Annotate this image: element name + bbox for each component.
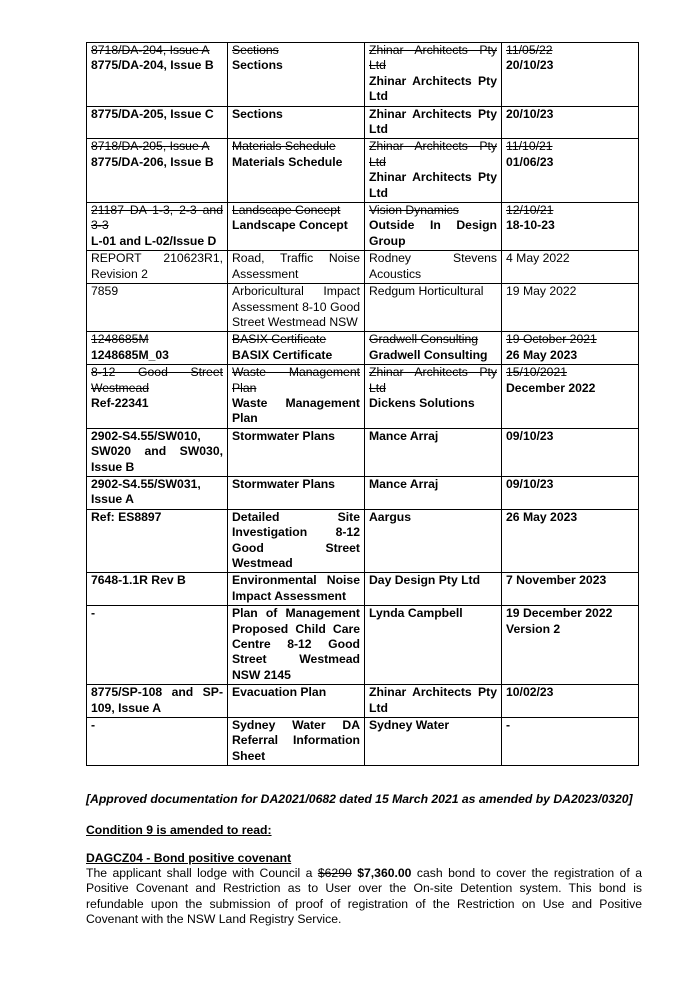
document-title-cell: [228, 106, 365, 139]
table-row: [87, 606, 639, 685]
superseded-entry: Gradwell Consulting: [369, 332, 479, 347]
cell-text: Redgum Horticultural: [369, 284, 484, 299]
date-cell: [502, 203, 639, 251]
document-title-cell: [228, 203, 365, 251]
document-ref-cell: [87, 284, 228, 332]
prepared-by-cell: [365, 606, 502, 685]
document-ref-cell: [87, 509, 228, 573]
cell-text: 20/10/23: [506, 58, 554, 73]
date-cell: [502, 43, 639, 107]
table-row: [87, 284, 639, 332]
cell-text: BASIX Certificate: [232, 347, 333, 362]
cell-text: Rodney Stevens Acoustics: [369, 251, 497, 281]
document-ref-cell: [87, 685, 228, 718]
cell-text: Evacuation Plan: [232, 685, 327, 700]
prepared-by-cell: [365, 428, 502, 476]
superseded-entry: 11/05/22: [506, 43, 553, 57]
condition-heading: Condition 9 is amended to read:: [86, 823, 272, 837]
date-cell: [502, 476, 639, 509]
superseded-entry: 12/10/21: [506, 203, 554, 218]
approved-documentation-note: [Approved documentation for DA2021/0682 dated 15 March 2021 as amended by DA2023/0320]: [86, 792, 633, 806]
date-cell: [502, 139, 639, 203]
superseded-entry: Landscape Concept: [232, 203, 341, 218]
covenant-text-after: cash bond to cover the registration of a Positive Covenant and Restriction as to User over the On-site Detention system. This bond is refundable upon the submission of proof of registration of the Restriction on Use and Positive Covenant with the NSW Land Registry Service.: [86, 866, 642, 927]
date-cell: [502, 332, 639, 365]
superseded-entry: Zhinar Architects Pty Ltd: [369, 365, 497, 395]
cell-text: Arboricultural Impact Assessment 8-10 Good Street Westmead NSW: [232, 284, 360, 329]
cell-text: 1248685M_03: [91, 347, 169, 362]
table-row: [87, 43, 639, 107]
table-row: [87, 365, 639, 429]
document-title-cell: [228, 332, 365, 365]
cell-text: Outside In Design Group: [369, 218, 497, 248]
documentation-table: [86, 42, 639, 766]
dagcz04-heading: DAGCZ04 - Bond positive covenant: [86, 851, 292, 865]
cell-text: 26 May 2023: [506, 347, 578, 362]
cell-text: Stormwater Plans: [232, 428, 335, 443]
date-cell: [502, 718, 639, 766]
cell-text: 09/10/23: [506, 476, 554, 491]
prepared-by-cell: [365, 251, 502, 284]
document-ref-cell: [87, 718, 228, 766]
table-row: [87, 139, 639, 203]
cell-text: L-01 and L-02/Issue D: [91, 233, 217, 248]
prepared-by-cell: [365, 139, 502, 203]
cell-text: 8775/DA-205, Issue C: [91, 106, 214, 121]
document-ref-cell: [87, 139, 228, 203]
cell-text: Zhinar Architects Pty Ltd: [369, 170, 497, 200]
old-bond-amount: $6290: [317, 866, 352, 880]
cell-text: Road, Traffic Noise Assessment: [232, 251, 360, 281]
superseded-entry: Waste Management Plan: [232, 365, 360, 395]
table-row: [87, 476, 639, 509]
superseded-entry: Materials Schedule: [232, 139, 336, 154]
superseded-entry: Vision Dynamics: [369, 203, 459, 218]
superseded-entry: 1248685M: [91, 332, 149, 347]
table-row: [87, 509, 639, 573]
cell-text: 7859: [91, 284, 119, 299]
document-ref-cell: [87, 365, 228, 429]
document-ref-cell: [87, 106, 228, 139]
prepared-by-cell: [365, 365, 502, 429]
cell-text: Mance Arraj: [369, 476, 439, 491]
document-title-cell: [228, 43, 365, 107]
document-title-cell: [228, 573, 365, 606]
prepared-by-cell: [365, 106, 502, 139]
superseded-entry: 11/10/21: [506, 139, 553, 154]
cell-text: Landscape Concept: [232, 218, 348, 233]
cell-text: 8775/DA-206, Issue B: [91, 154, 214, 169]
cell-text: 4 May 2022: [506, 251, 570, 266]
date-cell: [502, 685, 639, 718]
document-title-cell: [228, 606, 365, 685]
table-row: [87, 685, 639, 718]
prepared-by-cell: [365, 284, 502, 332]
table-row: [87, 718, 639, 766]
cell-text: 7648-1.1R Rev B: [91, 573, 186, 588]
prepared-by-cell: [365, 685, 502, 718]
superseded-entry: Sections: [232, 43, 279, 57]
date-cell: [502, 365, 639, 429]
cell-text: -: [506, 718, 511, 733]
cell-text: Detailed Site Investigation 8-12 Good Street Westmead: [232, 509, 360, 570]
superseded-entry: Zhinar Architects Pty Ltd: [369, 43, 497, 73]
cell-text: 19 May 2022: [506, 284, 577, 299]
document-title-cell: [228, 685, 365, 718]
date-cell: [502, 284, 639, 332]
table-row: [87, 251, 639, 284]
document-ref-cell: [87, 43, 228, 107]
superseded-entry: 8718/DA-204, Issue A: [91, 43, 210, 57]
cell-text: 10/02/23: [506, 685, 554, 700]
document-title-cell: [228, 139, 365, 203]
superseded-entry: 8718/DA-205, Issue A: [91, 139, 210, 154]
cell-text: 09/10/23: [506, 428, 554, 443]
table-row: [87, 203, 639, 251]
document-title-cell: [228, 251, 365, 284]
date-cell: [502, 428, 639, 476]
superseded-entry: 21187 DA 1-3, 2-3 and 3-3: [91, 203, 223, 233]
superseded-entry: Zhinar Architects Pty Ltd: [369, 139, 497, 169]
superseded-entry: BASIX Certificate: [232, 332, 327, 347]
cell-text: Sydney Water DA Referral Information Sheet: [232, 718, 360, 763]
prepared-by-cell: [365, 573, 502, 606]
cell-text: 7 November 2023: [506, 573, 607, 588]
cell-text: Ref: ES8897: [91, 509, 162, 524]
document-ref-cell: [87, 606, 228, 685]
cell-text: Gradwell Consulting: [369, 347, 488, 362]
table-row: [87, 332, 639, 365]
superseded-entry: 19 October 2021: [506, 332, 597, 347]
document-title-cell: [228, 365, 365, 429]
cell-text: Dickens Solutions: [369, 395, 475, 410]
cell-text: Zhinar Architects Pty Ltd: [369, 73, 497, 104]
superseded-entry: 8-12 Good Street Westmead: [91, 365, 223, 395]
prepared-by-cell: [365, 43, 502, 107]
cell-text: Environmental Noise Impact Assessment: [232, 573, 360, 603]
prepared-by-cell: [365, 476, 502, 509]
document-ref-cell: [87, 251, 228, 284]
document-ref-cell: [87, 332, 228, 365]
document-title-cell: [228, 284, 365, 332]
prepared-by-cell: [365, 203, 502, 251]
document-title-cell: [228, 476, 365, 509]
cell-text: 18-10-23: [506, 218, 555, 233]
cell-text: 2902-S4.55/SW010, SW020 and SW030, Issue B: [91, 428, 223, 474]
cell-text: Version 2: [506, 621, 561, 636]
prepared-by-cell: [365, 509, 502, 573]
date-cell: [502, 509, 639, 573]
date-cell: [502, 573, 639, 606]
documentation-table-body: [87, 43, 639, 766]
cell-text: REPORT 210623R1, Revision 2: [91, 251, 223, 281]
cell-text: Ref-22341: [91, 395, 149, 410]
document-title-cell: [228, 509, 365, 573]
superseded-entry: 15/10/2021: [506, 365, 567, 380]
cell-text: Sydney Water: [369, 718, 450, 733]
cell-text: 20/10/23: [506, 106, 554, 121]
cell-text: Stormwater Plans: [232, 476, 335, 491]
cell-text: 2902-S4.55/SW031, Issue A: [91, 476, 201, 507]
cell-text: Lynda Campbell: [369, 606, 463, 621]
cell-text: Sections: [232, 106, 283, 121]
document-ref-cell: [87, 428, 228, 476]
cell-text: Waste Management Plan: [232, 395, 360, 426]
prepared-by-cell: [365, 332, 502, 365]
cell-text: December 2022: [506, 380, 596, 395]
cell-text: Zhinar Architects Pty Ltd: [369, 106, 497, 137]
cell-text: Zhinar Architects Pty Ltd: [369, 685, 497, 715]
cell-text: -: [91, 718, 96, 733]
cell-text: -: [91, 606, 96, 621]
cell-text: 01/06/23: [506, 154, 554, 169]
cell-text: 26 May 2023: [506, 509, 578, 524]
table-row: [87, 573, 639, 606]
cell-text: Aargus: [369, 509, 411, 524]
prepared-by-cell: [365, 718, 502, 766]
cell-text: Day Design Pty Ltd: [369, 573, 481, 588]
table-row: [87, 428, 639, 476]
cell-text: 19 December 2022: [506, 606, 613, 621]
document-title-cell: [228, 428, 365, 476]
date-cell: [502, 606, 639, 685]
covenant-text-before: The applicant shall lodge with Council a: [86, 866, 318, 880]
document-title-cell: [228, 718, 365, 766]
document-ref-cell: [87, 573, 228, 606]
date-cell: [502, 106, 639, 139]
document-ref-cell: [87, 476, 228, 509]
date-cell: [502, 251, 639, 284]
cell-text: 8775/SP-108 and SP-109, Issue A: [91, 685, 223, 715]
table-row: [87, 106, 639, 139]
bond-covenant-paragraph: [86, 866, 642, 928]
new-bond-amount: $7,360.00: [357, 866, 412, 880]
cell-text: Plan of Management Proposed Child Care Centre 8-12 Good Street Westmead NSW 2145: [232, 606, 360, 682]
document-ref-cell: [87, 203, 228, 251]
cell-text: Sections: [232, 58, 283, 73]
cell-text: 8775/DA-204, Issue B: [91, 58, 214, 73]
cell-text: Materials Schedule: [232, 154, 343, 169]
cell-text: Mance Arraj: [369, 428, 439, 443]
